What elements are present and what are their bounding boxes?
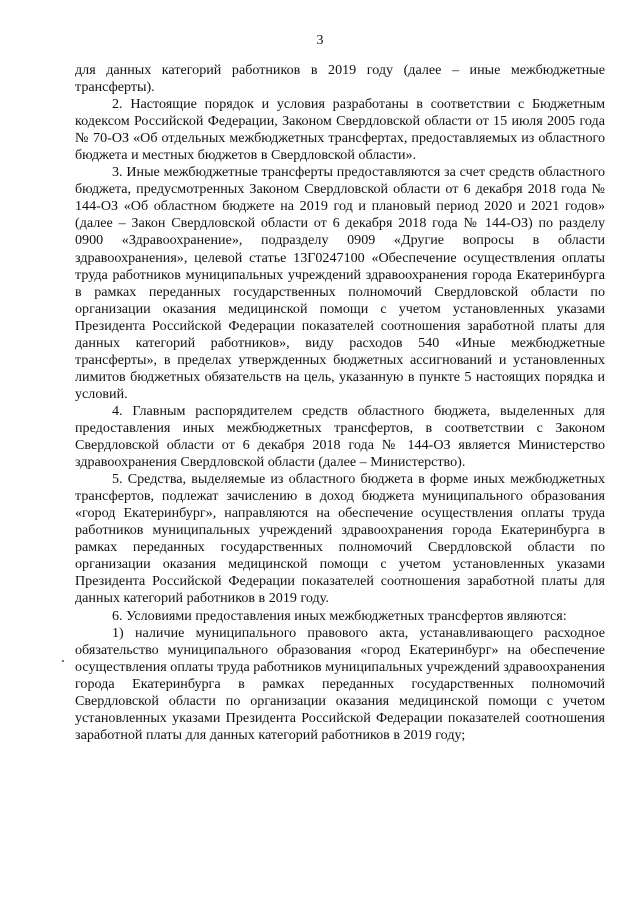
scan-speck <box>62 660 64 662</box>
paragraph-6: 6. Условиями предоставления иных межбюджетных трансфертов являются: <box>112 607 567 624</box>
paragraph-6-item-1: 1) наличие муниципального правового акта, устанавливающего расходное обязательство муниципального образования «город Екатеринбург» на обеспечение осуществления оплаты труда работников муниципальных учреждений здравоохранения города Екатеринбурга в рамках переданных государственных полномочий Свердловской области по организации оказания медицинской помощи с учетом установленных указами Президента Российской Федерации показателей соотношения заработной платы для данных категорий работников в 2019 году; <box>75 624 605 743</box>
paragraph-3: 3. Иные межбюджетные трансферты предоставляются за счет средств областного бюджета, предусмотренных Законом Свердловской области от 6 декабря 2018 года № 144-ОЗ «Об областном бюджете на 2019 год и плановый период 2020 и 2021 годов» (далее – Закон Свердловской области от 6 декабря 2018 года № 144-ОЗ) по разделу 0900 «Здравоохранение», подразделу 0909 «Другие вопросы в области здравоохранения», целевой статье 13Г0247100 «Обеспечение осуществления оплаты труда работников муниципальных учреждений здравоохранения города Екатеринбурга в рамках переданных государственных полномочий Свердловской области по организации оказания медицинской помощи с учетом установленных указами Президента Российской Федерации показателей соотношения заработной платы для данных категорий работников», виду расходов 540 «Иные межбюджетные трансферты», в пределах утвержденных бюджетных ассигнований и установленных лимитов бюджетных обязательств на цель, указанную в пункте 5 настоящих порядка и условий. <box>75 164 605 402</box>
paragraph-4: 4. Главным распорядителем средств областного бюджета, выделенных для предоставления иных межбюджетных трансфертов, в соответствии с Законом Свердловской области от 6 декабря 2018 года № 144-ОЗ является Министерство здравоохранения Свердловской области (далее – Министерство). <box>75 402 605 471</box>
paragraph-2: 2. Настоящие порядок и условия разработаны в соответствии с Бюджетным кодексом Российской Федерации, Законом Свердловской области от 15 июля 2005 года № 70-ОЗ «Об отдельных межбюджетных трансфертах, предоставляемых из областного бюджета и местных бюджетов в Свердловской области». <box>75 96 605 164</box>
paragraph-continuation: для данных категорий работников в 2019 году (далее – иные межбюджетные трансферты). <box>75 62 605 96</box>
page-number: 3 <box>316 33 324 48</box>
paragraph-5: 5. Средства, выделяемые из областного бюджета в форме иных межбюджетных трансфертов, подлежат зачислению в доход бюджета муниципального образования «город Екатеринбург», направляются на обеспечение осуществления оплаты труда работников муниципальных учреждений здравоохранения города Екатеринбурга в рамках переданных государственных полномочий Свердловской области по организации оказания медицинской помощи с учетом установленных указами Президента Российской Федерации показателей соотношения заработной платы для данных категорий работников в 2019 году. <box>75 471 605 607</box>
document-body <box>75 62 605 744</box>
